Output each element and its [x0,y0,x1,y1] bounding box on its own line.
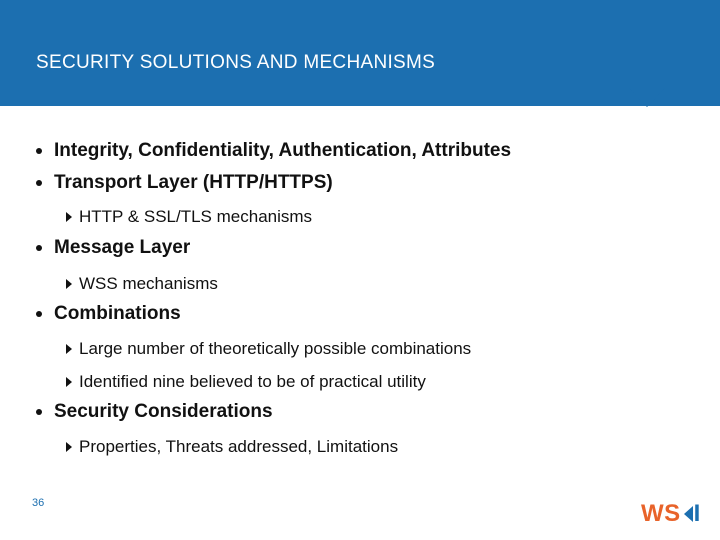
sub-bullet-text: Properties, Threats addressed, Limitations [79,437,399,456]
triangle-bullet-icon [66,377,72,387]
bullet-item [36,237,190,259]
bullet-item [36,303,181,325]
triangle-bullet-icon [66,279,72,289]
bullet-item [36,172,333,194]
sub-bullet-text: Large number of theoretically possible combinations [79,339,472,358]
bullet-dot-icon [36,311,42,317]
bullet-text: Transport Layer (HTTP/HTTPS) [54,172,333,193]
sub-bullet-item [66,372,426,392]
bullet-text: Combinations [54,303,181,324]
sub-bullet-item [66,437,398,457]
bullet-text: Security Considerations [54,401,273,422]
wsi-logo [641,502,700,526]
slide-title: SECURITY SOLUTIONS AND MECHANISMS [36,52,436,73]
sub-bullet-text: Identified nine believed to be of practical utility [79,372,426,391]
bullet-text: Message Layer [54,237,191,258]
bullet-dot-icon [36,148,42,154]
sub-bullet-item [66,274,218,294]
bullet-dot-icon [36,409,42,415]
triangle-bullet-icon [66,344,72,354]
logo-i-text: I [693,500,701,527]
sub-bullet-text: WSS mechanisms [79,274,218,293]
bullet-item [36,401,273,423]
sub-bullet-text: HTTP & SSL/TLS mechanisms [79,207,313,226]
bullet-dot-icon [36,180,42,186]
triangle-bullet-icon [66,442,72,452]
sub-bullet-item [66,207,312,227]
triangle-bullet-icon [66,212,72,222]
page-number: 36 [32,497,45,509]
bullet-item [36,140,511,162]
bullet-dot-icon [36,245,42,251]
sub-bullet-item [66,339,471,359]
logo-triangle-icon [684,506,693,522]
bullet-text: Integrity, Confidentiality, Authentication, Attributes [54,140,512,161]
logo-ws-text: WS [641,500,681,527]
